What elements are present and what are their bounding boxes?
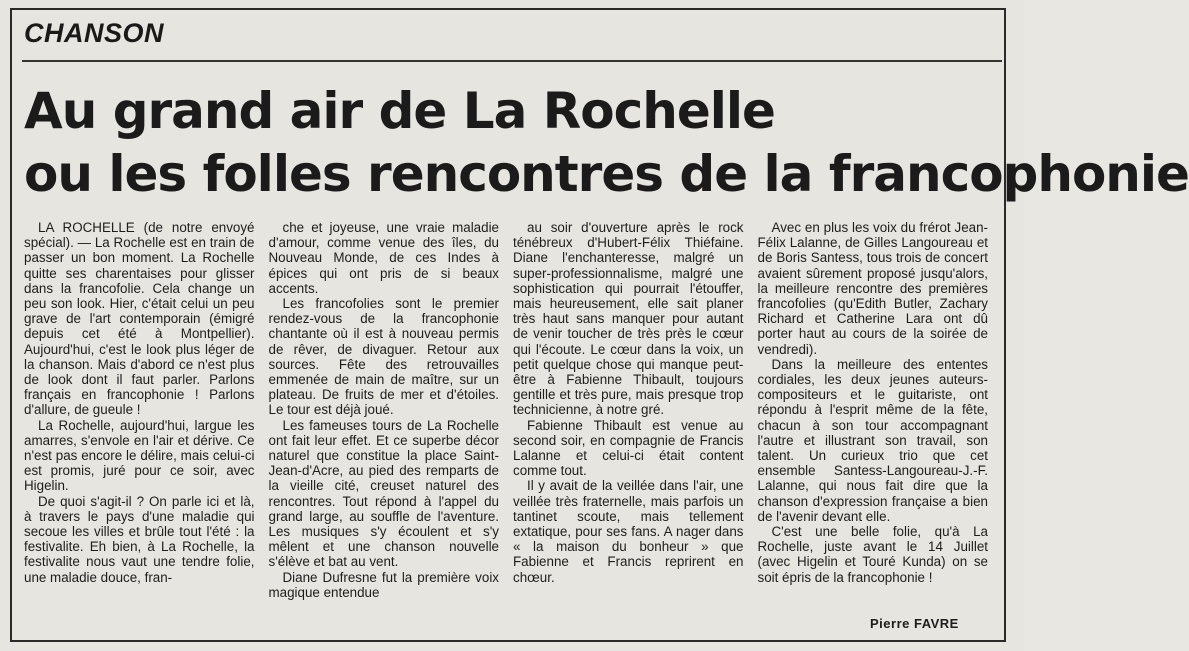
headline-line-1: Au grand air de La Rochelle	[24, 82, 775, 140]
paragraph: Dans la meilleure des ententes cordiales, les deux jeunes auteurs-compositeurs et le guitariste, ont répondu à l'esprit même de la fête, chacun à son tour accompagnant l'autre et illustrant son travail, son talent. Un curieux trio que cet ensemble Santess-Langoureau-J.-F. Lalanne, qui nous fait dire que la chanson d'expression française a bien de l'avenir devant elle.	[757, 356, 988, 524]
section-rubric: CHANSON	[24, 18, 165, 48]
headline-line-2: ou les folles rencontres de la francophonie	[24, 145, 1189, 203]
column-2	[269, 220, 500, 638]
paragraph: Les fameuses tours de La Rochelle ont fait leur effet. Et ce superbe décor naturel que constitue la place Saint-Jean-d'Acre, au pied des remparts de la vieille cité, creuset naturel des rencontres. Tout répond à l'appel du grand large, au souffle de l'aventure. Les musiques s'y écoulent et s'y mêlent et une chanson nouvelle s'élève et bat au vent.	[268, 417, 499, 570]
column-4	[758, 220, 989, 638]
paragraph: Diane Dufresne fut la première voix magique entendue	[268, 569, 499, 600]
rubric-rule	[22, 60, 1002, 62]
paragraph: C'est une belle folie, qu'à La Rochelle, juste avant le 14 Juillet (avec Higelin et Touré Kunda) on se soit épris de la francophonie !	[757, 524, 988, 585]
paragraph: Avec en plus les voix du frérot Jean-Félix Lalanne, de Gilles Langoureau et de Boris Santess, tous trois de concert avaient sûrement proposé jusqu'alors, la meilleure rencontre des premières francofolies (qu'Edith Butler, Zachary Richard et Catherine Lara ont dû porter haut au cours de la soirée de vendredi).	[757, 220, 988, 357]
article-columns	[24, 220, 988, 638]
paragraph: Il y avait de la veillée dans l'air, une veillée très fraternelle, mais parfois un tantinet scoute, mais tellement extatique, pour ses fans. A nager dans « la maison du bonheur » que Fabienne et Francis reprirent en chœur.	[513, 478, 744, 585]
paragraph: La Rochelle, aujourd'hui, largue les amarres, s'envole en l'air et dérive. Ce n'est pas encore le délire, mais celui-ci est promis, juré pour ce soir, avec Higelin.	[24, 417, 255, 494]
headline	[24, 80, 1189, 206]
paragraph: De quoi s'agit-il ? On parle ici et là, à travers le pays d'une maladie qui secoue les villes et brûle tout l'été : la festivalite. Eh bien, à La Rochelle, la festivalite nous vaut une tendre folie, une maladie douce, fran-	[24, 493, 255, 585]
column-1	[24, 220, 255, 638]
paragraph: Les francofolies sont le premier rendez-vous de la francophonie chantante où il est à nouveau permis de rêver, de divaguer. Retour aux sources. Fête des retrouvailles emmenée de main de maître, sur un plateau. De fruits de mer et d'étoiles. Le tour est déjà joué.	[268, 296, 499, 418]
paragraph: au soir d'ouverture après le rock ténébreux d'Hubert-Félix Thiéfaine. Diane l'enchanteresse, malgré un super-professionnalisme, malgré une sophistication qui pourrait l'étouffer, mais heureusement, elle sait planer très haut sans manquer pour autant de venir toucher de très près le cœur qui l'écoute. Le cœur dans la voix, un petit quelque chose qui manque peut-être à Fabienne Thibault, toujours gentille et très pure, mais presque trop technicienne, à notre gré.	[513, 220, 744, 418]
column-3	[513, 220, 744, 638]
author-signature: Pierre FAVRE	[870, 616, 959, 631]
paragraph: Fabienne Thibault est venue au second soir, en compagnie de Francis Lalanne et celui-ci était content comme tout.	[513, 417, 744, 479]
paragraph: che et joyeuse, une vraie maladie d'amour, comme venue des îles, du Nouveau Monde, de ces Indes à épices qui ont pris de si beaux accents.	[268, 220, 499, 296]
paragraph: LA ROCHELLE (de notre envoyé spécial). — La Rochelle est en train de passer un bon moment. La Rochelle quitte ses charentaises pour glisser dans la francofolie. Cela change un peu son look. Hier, c'était celui un peu grave de l'art contemporain (émigré depuis cet été à Montpellier). Aujourd'hui, c'est le look plus léger de la chanson. Mais d'abord ce n'est plus de look dont il faut parler. Parlons français en francophonie ! Parlons d'allure, de gueule !	[24, 220, 255, 418]
